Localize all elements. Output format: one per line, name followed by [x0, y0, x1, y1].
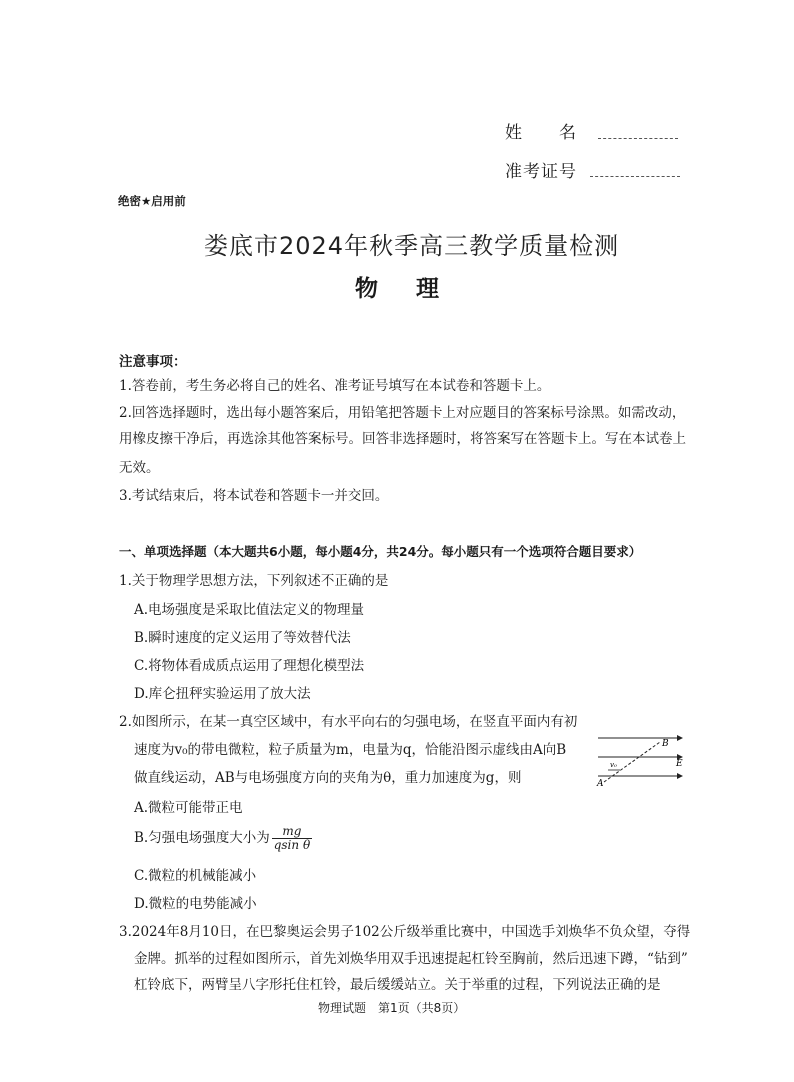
exam-id-blank: [590, 176, 680, 177]
velocity-label: v₀: [610, 761, 617, 769]
subject-title: 物理: [355, 276, 477, 302]
q1-stem: 1.关于物理学思想方法，下列叙述不正确的是: [119, 573, 389, 589]
q2-option-c: C.微粒的机械能减小: [134, 868, 257, 884]
q1-option-b: B.瞬时速度的定义运用了等效替代法: [134, 630, 351, 646]
electric-field-figure: [596, 732, 688, 792]
q2-option-b-fraction: [272, 825, 312, 852]
exam-id-label: 准考证号: [505, 162, 577, 182]
exam-title: 娄底市2024年秋季高三教学质量检测: [204, 232, 620, 260]
page-footer: 物理试题 第1页（共8页）: [318, 1001, 466, 1015]
q1-option-a: A.电场强度是采取比值法定义的物理量: [134, 602, 365, 618]
q2-option-d: D.微粒的电势能减小: [134, 896, 257, 912]
q1-option-d: D.库仑扭秤实验运用了放大法: [134, 686, 311, 702]
section-heading: 一、单项选择题（本大题共6小题，每小题4分，共24分。每小题只有一个选项符合题目要求）: [119, 544, 642, 559]
fraction-denominator: qsin θ: [273, 838, 311, 852]
q2-option-b: [134, 825, 312, 852]
secret-label: 绝密★启用前: [118, 194, 186, 208]
notes-item-3: 3.考试结束后，将本试卷和答题卡一并交回。: [119, 488, 389, 504]
name-blank: [598, 138, 678, 139]
notes-item-2: 2.回答选择题时，选出每小题答案后，用铅笔把答题卡上对应题目的答案标号涂黑。如需改动，: [119, 405, 686, 421]
q2-option-b-prefix: B.匀强电场强度大小为: [134, 830, 270, 846]
notes-item-2-end: 无效。: [119, 460, 160, 476]
q3-stem-line-2: 金牌。抓举的过程如图所示，首先刘焕华用双手迅速提起杠铃至胸前，然后迅速下蹲，“钻到”: [134, 951, 688, 967]
q3-stem-line-1: 3.2024年8月10日，在巴黎奥运会男子102公斤级举重比赛中，中国选手刘焕华不负众望，夺得: [119, 924, 691, 940]
q2-stem-line-3: 做直线运动，AB与电场强度方向的夹角为θ，重力加速度为g，则: [134, 770, 522, 786]
q1-option-c: C.将物体看成质点运用了理想化模型法: [134, 658, 365, 674]
field-e-label: E: [676, 759, 683, 769]
notes-heading: 注意事项：: [119, 354, 187, 370]
notes-item-1: 1.答卷前，考生务必将自己的姓名、准考证号填写在本试卷和答题卡上。: [119, 378, 551, 394]
fraction-numerator: mg: [272, 825, 312, 839]
point-b-label: B: [662, 739, 669, 749]
notes-item-2-cont: 用橡皮擦干净后，再选涂其他答案标号。回答非选择题时，将答案写在答题卡上。写在本试卷上: [119, 431, 686, 447]
q2-stem-line-2: 速度为v₀的带电微粒，粒子质量为m，电量为q，恰能沿图示虚线由A向B: [134, 742, 567, 758]
q3-stem-line-3: 杠铃底下，两臂呈八字形托住杠铃，最后缓缓站立。关于举重的过程，下列说法正确的是: [134, 977, 661, 993]
q2-option-a: A.微粒可能带正电: [134, 800, 243, 816]
name-label: 姓 名: [505, 123, 577, 143]
point-a-label: A: [597, 779, 604, 789]
q2-stem-line-1: 2.如图所示，在某一真空区域中，有水平向右的匀强电场，在竖直平面内有初: [119, 714, 578, 730]
